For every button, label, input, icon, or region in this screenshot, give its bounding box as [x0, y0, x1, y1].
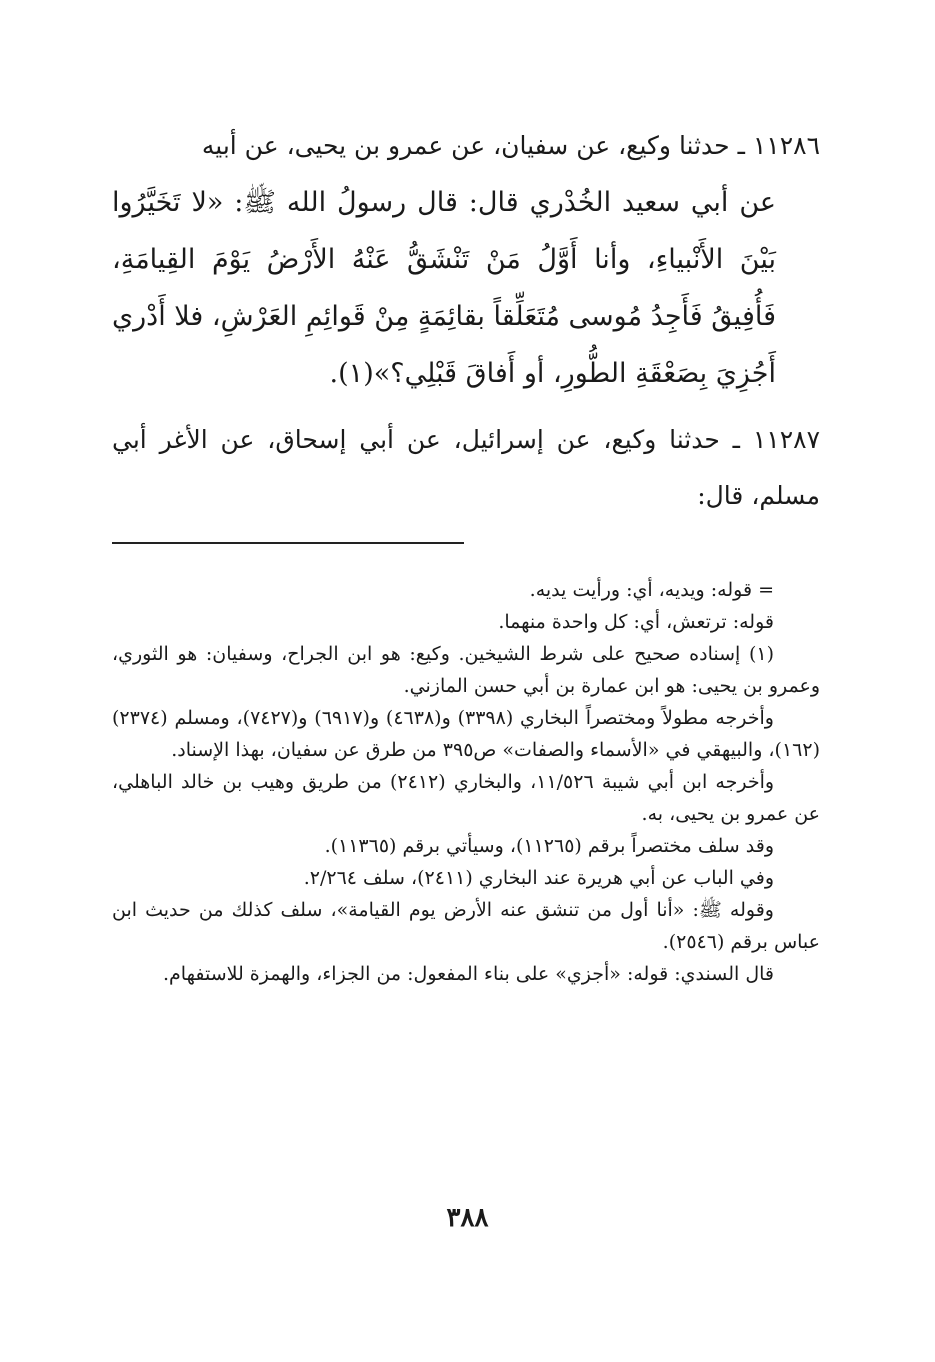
main-text [112, 118, 820, 524]
footnote-1-bab: وفي الباب عن أبي هريرة عند البخاري (٢٤١١)، سلف ٢/٢٦٤. [303, 867, 774, 889]
footnote-separator [112, 542, 464, 544]
footnote-1-cross-ref: وقد سلف مختصراً برقم (١١٢٦٥)، وسيأتي برقم (١١٣٦٥). [324, 835, 774, 857]
footnote-1: (١) إسناده صحيح على شرط الشيخين. وكيع: هو ابن الجراح، وسفيان: هو الثوري، وعمرو بن يحيى: هو ابن عمارة بن أبي حسن المازني. [112, 643, 820, 697]
page-body [112, 118, 820, 990]
footnote-1-sindi: قال السندي: قوله: «أجزي» على بناء المفعول: من الجزاء، والهمزة للاستفهام. [163, 963, 774, 985]
footnote-continuation-1: = قوله: ويديه، أي: ورأيت يديه. [529, 579, 774, 601]
footnote-1-takhrij: وأخرجه مطولاً ومختصراً البخاري (٣٣٩٨) و(٤٦٣٨) و(٦٩١٧) و(٧٤٢٧)، ومسلم (٢٣٧٤) (١٦٢)، والبيهقي في «الأسماء والصفات» ص٣٩٥ من طرق عن سفيان، بهذا الإسناد. [112, 707, 820, 761]
hadith-11287-heading: ١١٢٨٧ ـ حدثنا وكيع، عن إسرائيل، عن أبي إسحاق، عن الأغر أبي مسلم، قال: [112, 425, 820, 510]
hadith-11286-heading: ١١٢٨٦ ـ حدثنا وكيع، عن سفيان، عن عمرو بن يحيى، عن أبيه [201, 131, 820, 160]
footnote-continuation-2: قوله: ترتعش، أي: كل واحدة منهما. [498, 611, 774, 633]
hadith-11286-text: عن أبي سعيد الخُدْري قال: قال رسولُ الله ﷺ: «لا تَخَيَّرُوا بَيْنَ الأَنْبياءِ، وأنا أَوَّلُ مَنْ تَنْشَقُّ عَنْهُ الأَرْضُ يَوْمَ القِيامَةِ، فَأُفِيقُ فَأَجِدُ مُوسى مُتَعَلِّقاً بقائِمَةٍ مِنْ قَوائِمِ العَرْشِ، فلا أَدْري أَجُزِيَ بِصَعْقَةِ الطُّورِ، أو أَفاقَ قَبْلِي؟»(١). [112, 187, 776, 389]
page-number: ٣٨٨ [446, 1203, 489, 1233]
footnotes [112, 574, 820, 990]
footnote-1-qawluhu: وقوله ﷺ: «أنا أول من تنشق عنه الأرض يوم القيامة»، سلف كذلك من حديث ابن عباس برقم (٢٥٤٦). [112, 899, 820, 953]
footnote-1-takhrij-2: وأخرجه ابن أبي شيبة ١١/٥٢٦، والبخاري (٢٤١٢) من طريق وهيب بن خالد الباهلي، عن عمرو بن يحيى، به. [112, 771, 820, 825]
